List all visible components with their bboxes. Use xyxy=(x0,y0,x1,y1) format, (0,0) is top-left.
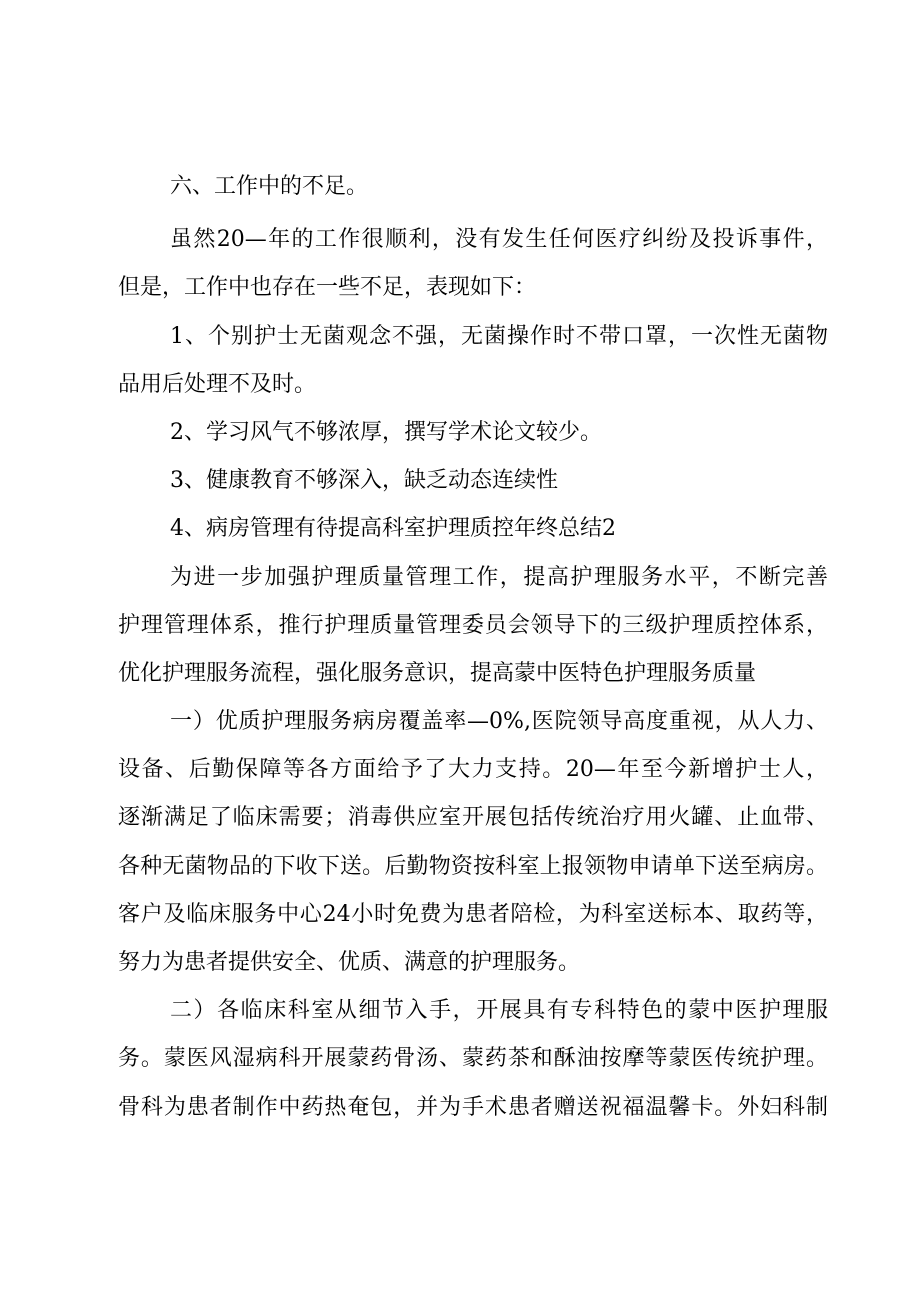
text-line: 设备、后勤保障等各方面给予了大力支持。20—年至今新增护士人， xyxy=(118,757,828,783)
text-line: 虽然20—年的工作很顺利，没有发生任何医疗纠纷及投诉事件， xyxy=(170,227,828,253)
text-line: 各种无菌物品的下收下送。后勤物资按科室上报领物申请单下送至病房。 xyxy=(118,853,828,879)
text-line: 2、学习风气不够浓厚，撰写学术论文较少。 xyxy=(170,419,602,445)
list-item-3 xyxy=(118,457,830,505)
list-item-4 xyxy=(118,505,830,553)
list-item-1 xyxy=(118,313,830,409)
text-line: 务。蒙医风湿病科开展蒙药骨汤、蒙药茶和酥油按摩等蒙医传统护理。 xyxy=(118,1046,828,1072)
text-line: 逐渐满足了临床需要；消毒供应室开展包括传统治疗用火罐、止血带、 xyxy=(118,805,828,831)
text-line: 努力为患者提供安全、优质、满意的护理服务。 xyxy=(118,950,581,975)
text-line: 为进一步加强护理质量管理工作，提高护理服务水平，不断完善 xyxy=(170,564,828,590)
text-line: 一）优质护理服务病房覆盖率—0%,医院领导高度重视，从人力、 xyxy=(170,709,828,735)
paragraph-intro xyxy=(118,216,830,312)
text-line: 客户及临床服务中心24小时免费为患者陪检，为科室送标本、取药等， xyxy=(118,901,828,927)
text-line: 护理管理体系，推行护理质量管理委员会领导下的三级护理质控体系， xyxy=(118,612,828,638)
paragraph-quality-management xyxy=(118,554,830,699)
text-line: 优化护理服务流程，强化服务意识，提高蒙中医特色护理服务质量 xyxy=(118,660,757,686)
document-body xyxy=(118,163,830,1132)
list-item-2 xyxy=(118,409,830,457)
text-line: 4、病房管理有待提高科室护理质控年终总结2 xyxy=(170,516,616,542)
text-line: 1、个别护士无菌观念不强，无菌操作时不带口罩，一次性无菌物 xyxy=(170,323,828,349)
section-heading xyxy=(118,163,830,211)
paragraph-section-one xyxy=(118,698,830,987)
text-line: 3、健康教育不够深入，缺乏动态连续性 xyxy=(170,468,558,494)
text-line: 二）各临床科室从细节入手，开展具有专科特色的蒙中医护理服 xyxy=(170,998,828,1024)
text-line: 品用后处理不及时。 xyxy=(118,371,317,397)
text-line: 骨科为患者制作中药热奄包，并为手术患者赠送祝福温馨卡。外妇科制 xyxy=(118,1094,828,1120)
text-line: 但是，工作中也存在一些不足，表现如下： xyxy=(118,275,537,301)
text-line: 六、工作中的不足。 xyxy=(170,174,369,199)
paragraph-section-two xyxy=(118,987,830,1132)
